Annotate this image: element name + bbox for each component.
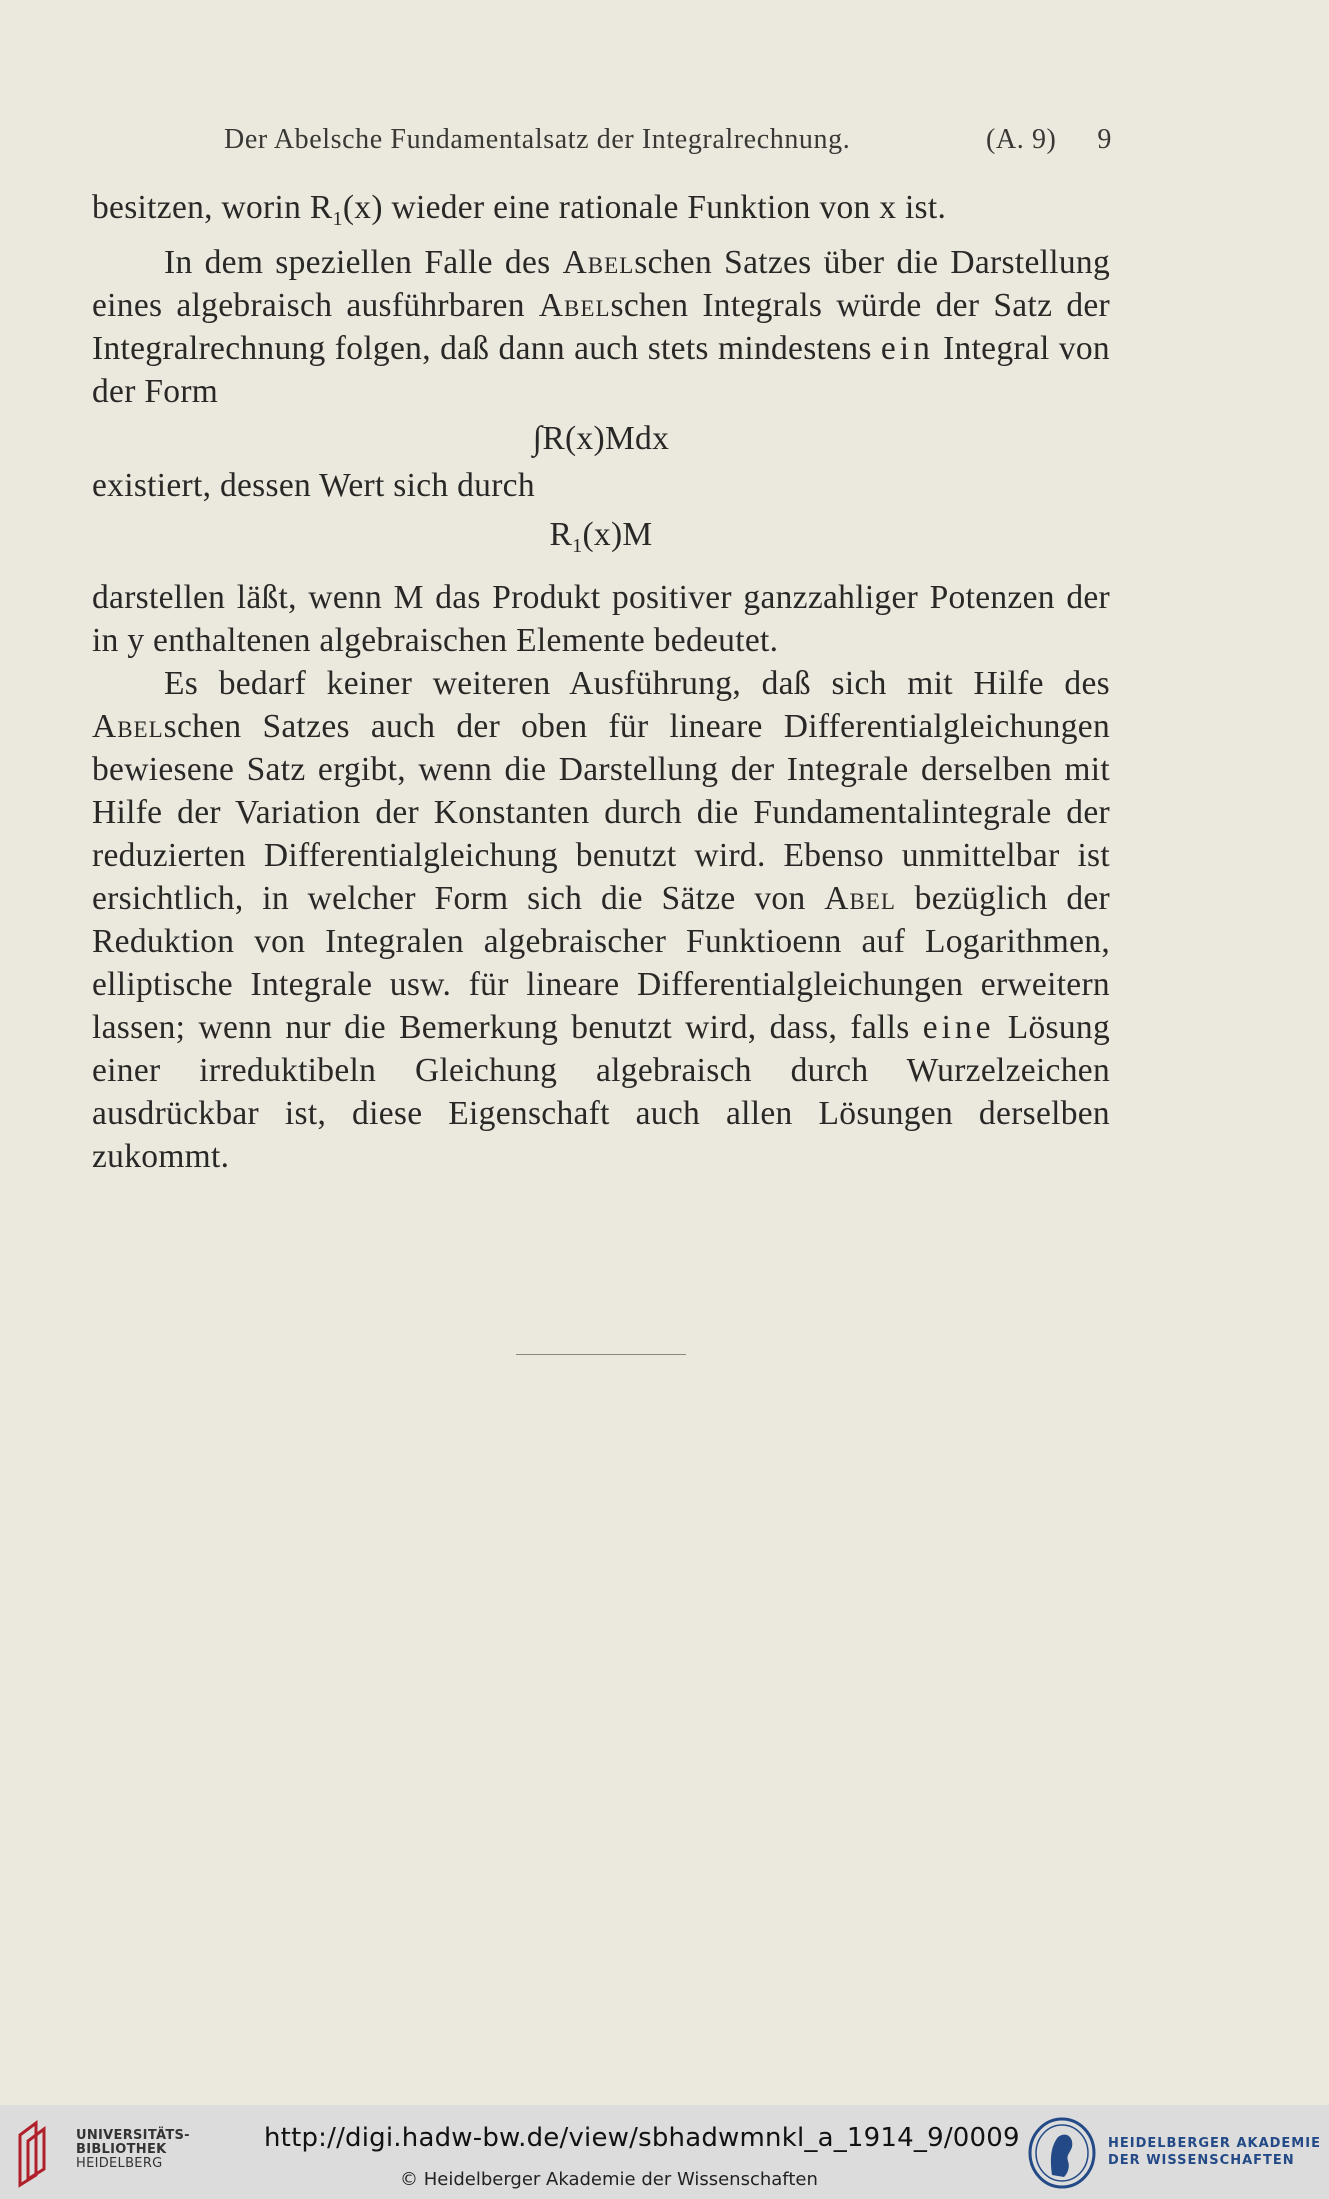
paragraph-2: In dem speziellen Falle des Abelschen Satzes über die Darstellung eines algebraisch ausführbaren Abelschen Integrals würde der Satz der Integralrechnung folgen, daß dann auch stets mindestens ein Integral von der Form	[92, 244, 1110, 411]
footer-bar	[0, 2105, 1329, 2199]
page-number: 9	[1097, 124, 1112, 155]
paragraph-3: existiert, dessen Wert sich durch	[92, 467, 535, 505]
paragraph-1: besitzen, worin $R_1(x)$ wieder eine rationale Funktion von x ist.	[92, 189, 947, 231]
main-text	[92, 186, 1110, 1178]
permalink-url[interactable]: http://digi.hadw-bw.de/view/sbhadwmnkl_a_1914_9/0009	[264, 2123, 1020, 2153]
university-library-logo-icon	[14, 2115, 66, 2189]
formula-integral: ∫R(x)Mdx	[532, 420, 670, 458]
section-divider	[516, 1354, 686, 1355]
university-library-name: UNIVERSITÄTS- BIBLIOTHEK HEIDELBERG	[76, 2128, 190, 2171]
emphasis-spaced: eine	[922, 1009, 995, 1047]
name-abel: Abel	[562, 244, 635, 282]
header-section: (A. 9)	[986, 124, 1057, 155]
name-abel: Abel	[92, 708, 164, 746]
academy-seal-icon	[1026, 2113, 1098, 2191]
name-abel: Abel	[538, 287, 611, 325]
header-title: Der Abelsche Fundamentalsatz der Integralrechnung.	[224, 124, 851, 155]
copyright-notice: © Heidelberger Akademie der Wissenschaften	[400, 2169, 818, 2190]
emphasis-spaced: ein	[880, 330, 934, 368]
paragraph-4: darstellen läßt, wenn M das Produkt positiver ganzzahliger Potenzen der in y enthaltenen algebraischen Elemente bedeutet.	[92, 579, 1110, 660]
paragraph-5: Es bedarf keiner weiteren Ausführung, daß sich mit Hilfe des Abelschen Satzes auch der oben für lineare Differentialgleichungen bewiesene Satz ergibt, wenn die Darstellung der Integrale derselben mit Hilfe der Variation der Konstanten durch die Fundamentalintegrale der reduzierten Differentialgleichung benutzt wird. Ebenso unmittelbar ist ersichtlich, in welcher Form sich die Sätze von Abel bezüglich der Reduktion von Integralen algebraischer Funktioenn auf Logarithmen, elliptische Integrale usw. für lineare Differentialgleichungen erweitern lassen; wenn nur die Bemerkung benutzt wird, dass, falls eine Lösung einer irreduktibeln Gleichung algebraisch durch Wurzelzeichen ausdrückbar ist, diese Eigenschaft auch allen Lösungen derselben zukommt.	[92, 665, 1111, 1176]
name-abel: Abel	[824, 880, 896, 918]
formula-r1xm: $R_1(x)M$	[549, 516, 653, 558]
academy-name: HEIDELBERGER AKADEMIE DER WISSENSCHAFTEN	[1108, 2136, 1321, 2168]
